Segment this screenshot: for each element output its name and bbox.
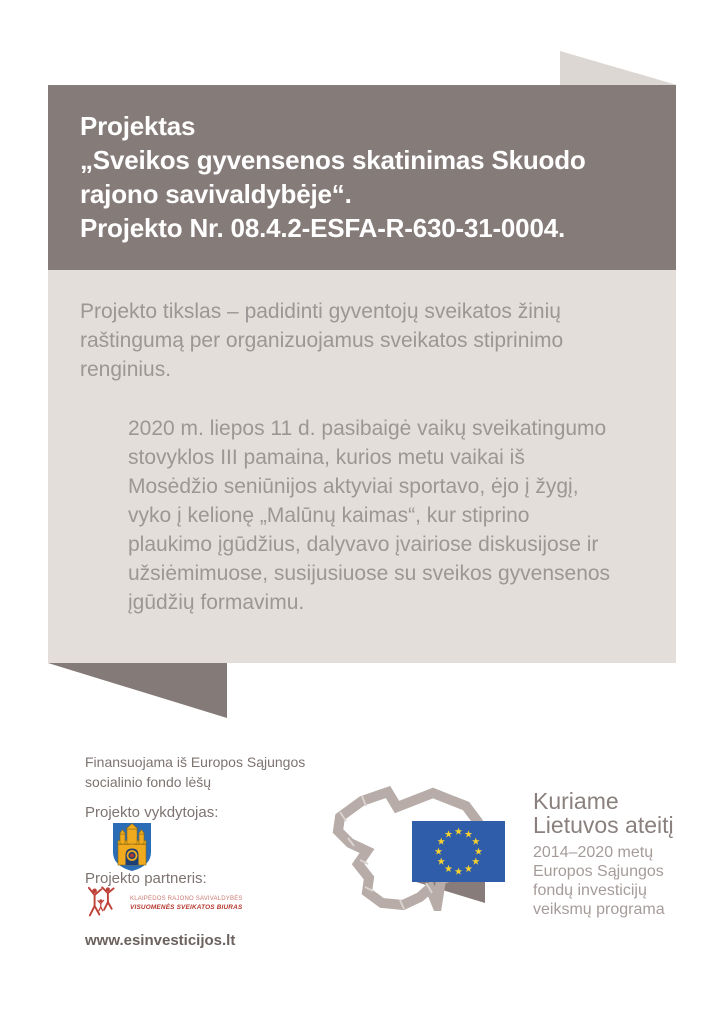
title-line: rajono savivaldybėje“. (80, 179, 352, 209)
partner-logo (86, 886, 243, 924)
partner-name-line: KLAIPĖDOS RAJONO SAVIVALDYBĖS (130, 896, 243, 902)
funding-line: Finansuojama iš Europos Sąjungos (85, 754, 306, 770)
funding-line: socialinio fondo lėšų (85, 774, 212, 790)
program-line: 2014–2020 metų (533, 844, 654, 861)
executor-label: Projekto vykdytojas: (85, 804, 219, 821)
content-panel (48, 270, 676, 663)
title-line: „Sveikos gyvensenos skatinimas Skuodo (80, 145, 586, 175)
tagline (533, 789, 674, 837)
skuodas-coat-of-arms-icon (112, 822, 152, 872)
partner-name-line: VISUOMENĖS SVEIKATOS BIURAS (130, 904, 243, 911)
program-line: veiksmų programa (533, 901, 665, 918)
camp-news-paragraph: 2020 m. liepos 11 d. pasibaigė vaikų sveikatingumo stovyklos III pamaina, kurios metu vaikai iš Mosėdžio seniūnijos aktyviai sportavo, ėjo į žygį, vyko į kelionę „Malūnų kaimas“, kur stiprino plaukimo įgūdžius, dalyvavo įvairiose diskusijose ir užsiėmimuose, susijusiuose su sveikos gyvensenos įgūdžių formavimu. (128, 417, 611, 614)
partner-label: Projekto partneris: (85, 870, 207, 887)
top-right-fold (560, 51, 677, 85)
footer (0, 740, 724, 1024)
program-line: Europos Sąjungos (533, 863, 664, 880)
eu-flag-icon (412, 821, 505, 882)
program-line: fondų investicijų (533, 882, 647, 899)
funding-note (85, 752, 305, 792)
bottom-left-fold (48, 663, 227, 718)
title-banner (48, 85, 676, 270)
tagline-line: Kuriame (533, 788, 619, 814)
website-url: www.esinvesticijos.lt (85, 932, 236, 949)
project-goal-paragraph: Projekto tikslas – padidinti gyventojų sveikatos žinių raštingumą per organizuojamus sveikatos stiprinimo renginius. (80, 300, 564, 381)
title-line: Projektas (80, 111, 196, 141)
partner-name (130, 895, 243, 912)
red-family-figures-icon (86, 886, 126, 924)
tagline-line: Lietuvos ateitį (533, 812, 674, 838)
program-name (533, 843, 665, 919)
eu-investment-logo (328, 786, 518, 911)
project-number-line: Projekto Nr. 08.4.2-ESFA-R-630-31-0004. (80, 213, 565, 243)
